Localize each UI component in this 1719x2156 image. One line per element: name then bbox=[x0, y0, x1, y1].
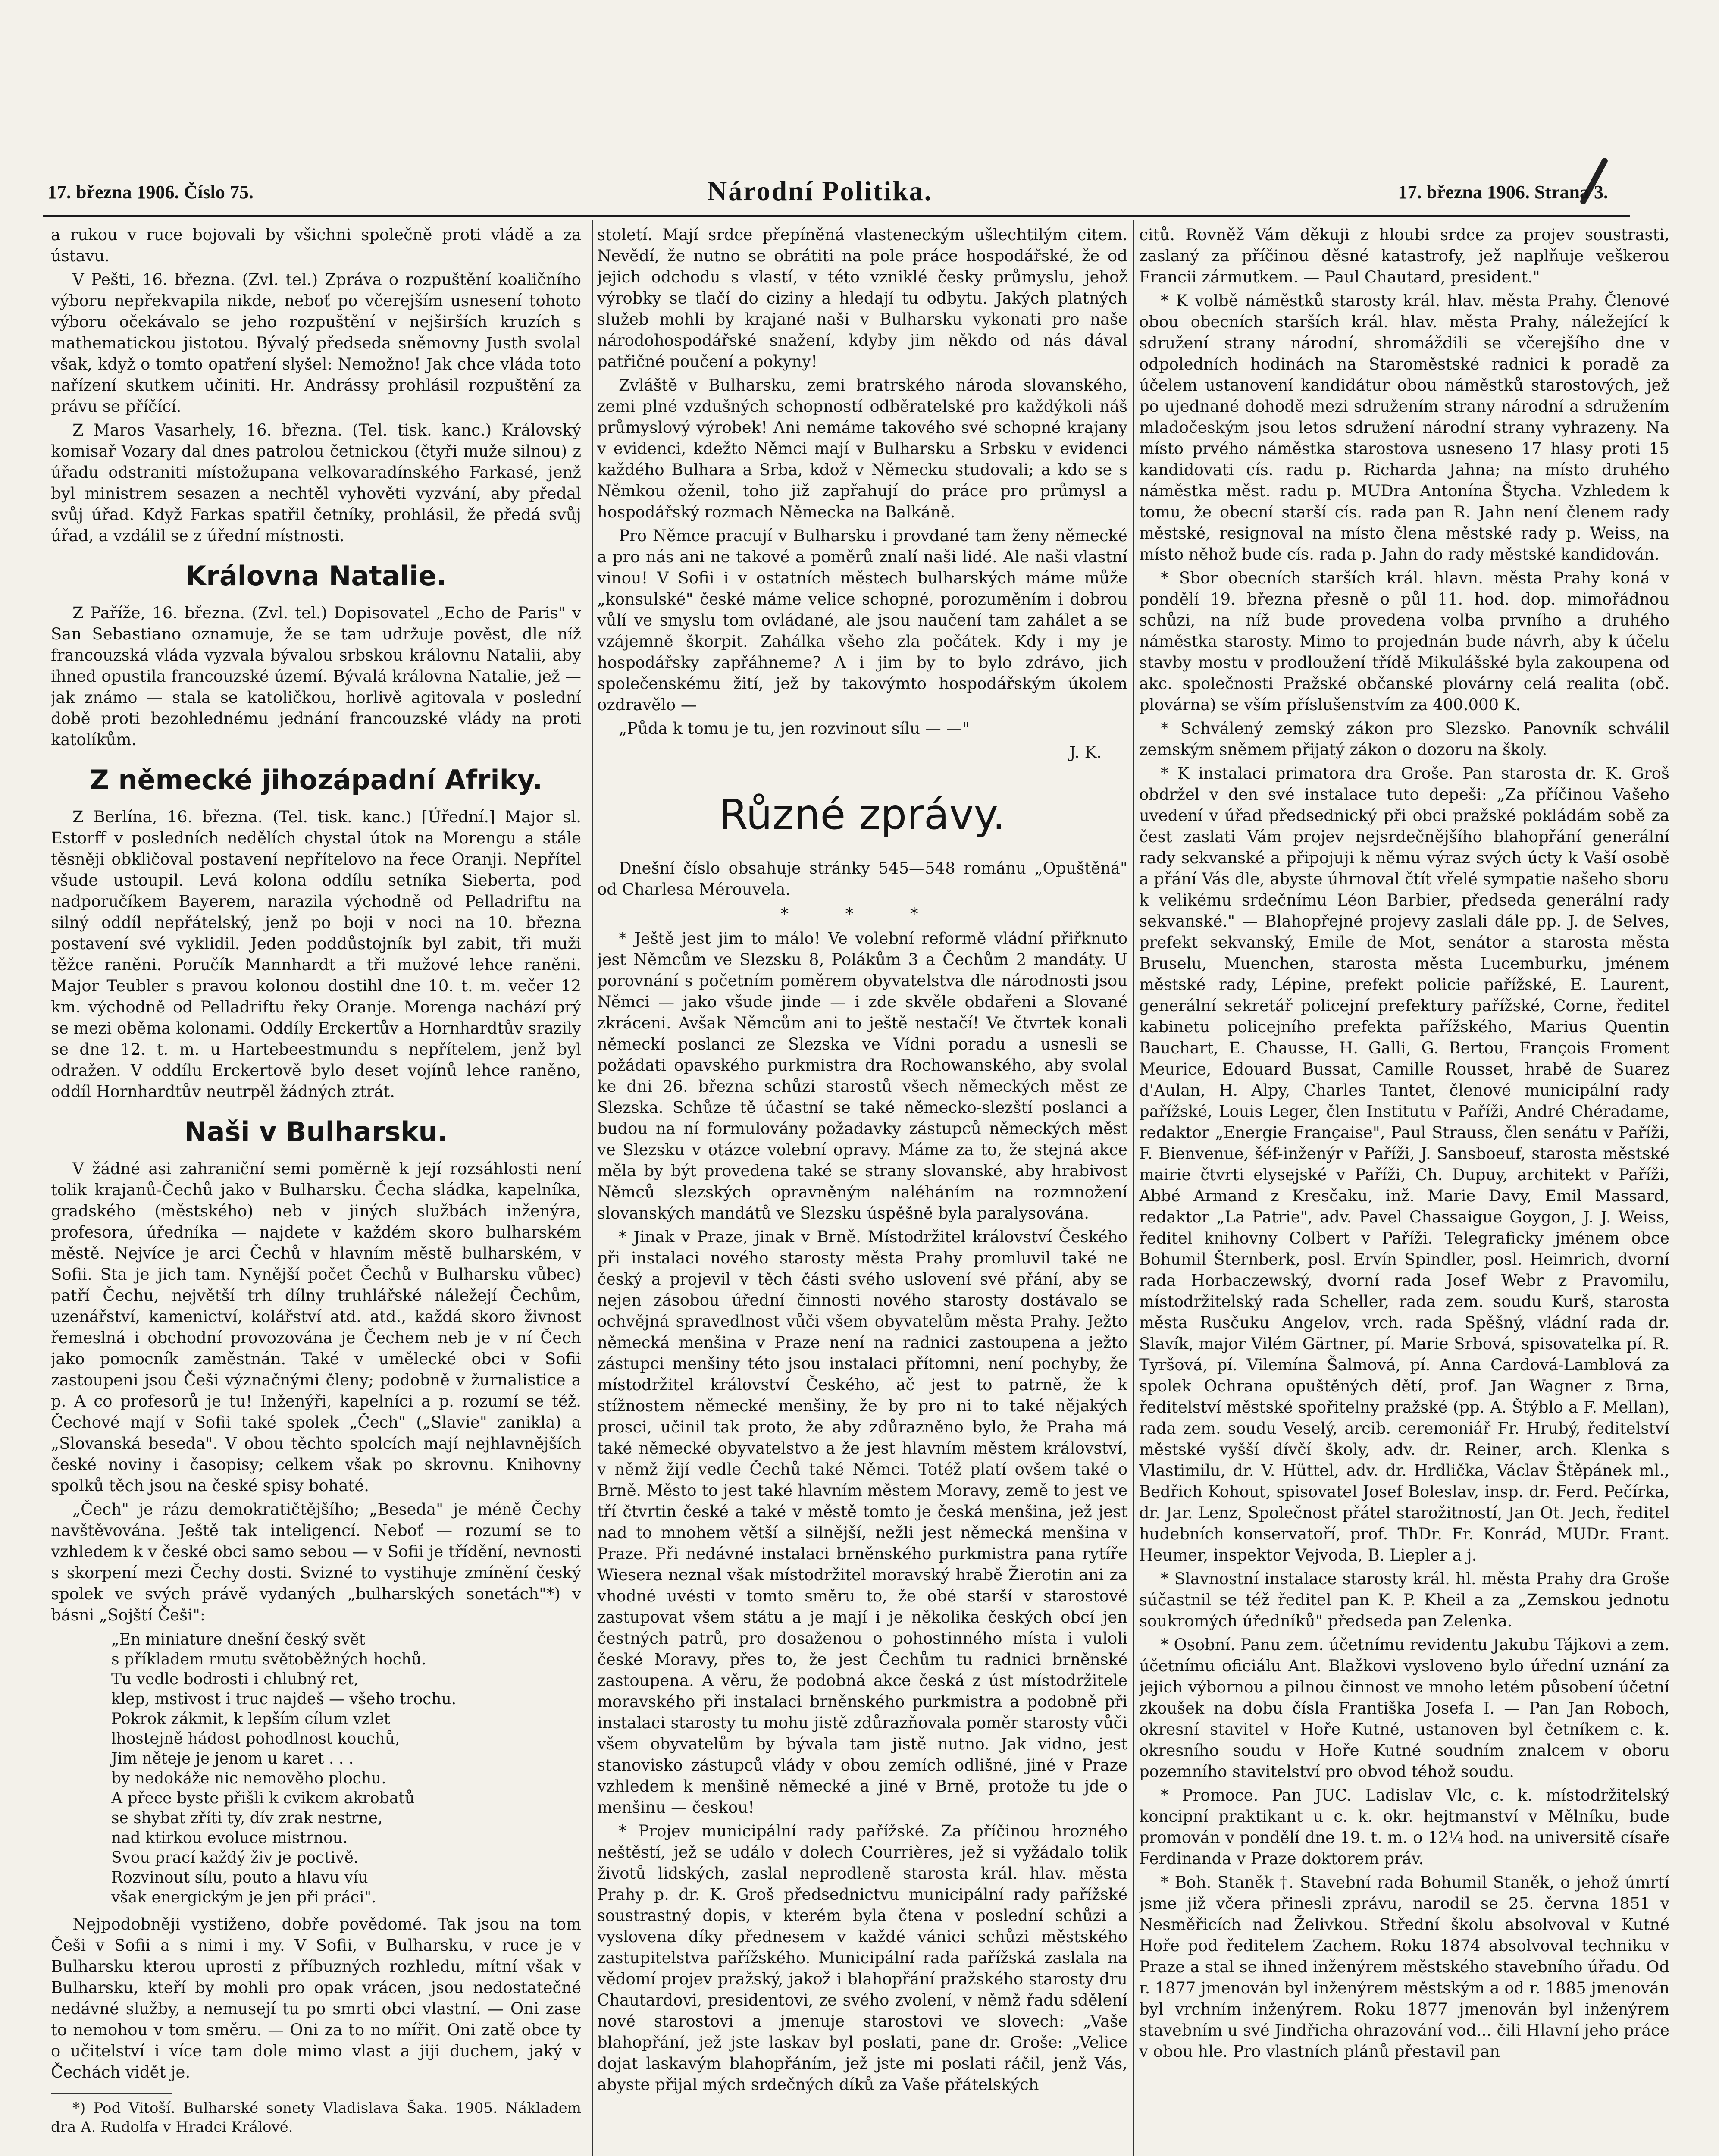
article-paragraph: Nejpodobněji vystiženo, dobře povědomé. Tak jsou na tom Češi v Sofii a s nimi i my. V Sofii, v Bulharsku, v ruce je v Bulharsku kterou uprosti z příbuzných rozhledu, mítní však v Bulharsku, kteří by mohli pro opak vrácen, jsou nedostatečné nedávné služby, a nemusejí tu po smrti obci vlastní. — Oni zase to nemohou v tom směru. — Oni za to no mířit. Oni zatě obce ty o učitelství i více tam dole mimo vlast a jiji duchem, jaký v Čechách vidět je. bbox=[51, 1915, 581, 2081]
page-header bbox=[47, 175, 1625, 213]
article-paragraph: * Sbor obecních starších král. hlavn. města Prahy koná v pondělí 19. března přesně o půl 11. hod. dop. mimořádnou schůzi, na níž bude provedena volba prvního a druhého náměstka starosty. Mimo to projednán bude návrh, aby k účelu stavby mostu v prodloužení třídě Mikulášské byla zakoupena od akc. společnosti Pražské občanské plovárny celá realita (obč. plovárna) se vším příslušenstvím za 400.000 K. bbox=[1139, 569, 1669, 714]
article-paragraph: století. Mají srdce přepíněná vlasteneckým ušlechtilým citem. Nevědí, že nutno se obrátiti na pole práce hospodářské, že od jejich odchodu s vlastí, v této vzniklé česky průmyslu, jehož výrobky se tlačí do ciziny a hledají tu odbytu. Jakých platných služeb mohli by krajané naši v Bulharsku vykonati pro naše národohospodářské snažení, kdyby jim někdo od nás dával patřičné poučení a pokyny! bbox=[597, 226, 1127, 371]
footnote-rule bbox=[51, 2093, 172, 2094]
article-paragraph: * Osobní. Panu zem. účetnímu revidentu Jakubu Tájkovi a zem. účetnímu oficiálu Ant. Blažkovi vysloveno bylo úřední uznání za jejich výbornou a pilnou činnost ve mnoho letém působení účetní zkoušek na dobu čísla Františka Josefa I. — Pan Jan Roboch, okresní stavitel v Hoře Kutné, ustanoven byl četníkem c. k. okresního soudu v Hoře Kutné soudním znalcem v oboru pozemního stavitelství pro obvod téhož soudu. bbox=[1139, 1636, 1669, 1781]
article-headline: Z německé jihozápadní Afriky. bbox=[89, 764, 543, 796]
article-paragraph: Z Maros Vasarhely, 16. března. (Tel. tisk. kanc.) Královský komisař Vozary dal dnes patrolou četnickou (čtyři muže silnou) z úřadu odstraniti místožupana velkovaradínského Farkasé, jenž byl ministrem sesazen a nechtěl vyhověti vyzvání, aby předal svůj úřad. Když Farkas spatřil četníky, prohlásil, že předá svůj úřad, a vzdálil se z úřední místnosti. bbox=[51, 421, 581, 545]
article-headline: Královna Natalie. bbox=[185, 560, 447, 592]
poem-quote: „En miniature dnešní český svět s příkladem rmutu světoběžných hochů. Tu vedle bodrosti i chlubný ret, klep, mstivost i truc najdeš — všeho trochu. Pokrok zákmit, k lepším cílum vzlet lhostejně hádost pohodlnost kouchů, Jim něteje je jenom u karet . . . by nedokáže nic nemověho plochu. A přece byste přišli k cvikem akrobatů se shybat zříti ty, dív zrak nestrne, nad ktirkou evoluce mistrnou. Svou prací každý živ je poctivě. Rozvinout sílu, pouto a hlavu víu však energickým je jen při práci". bbox=[111, 1631, 457, 1906]
article-paragraph: * Projev municipální rady pařížské. Za příčinou hrozného neštěstí, jež se událo v dolech Courrières, jež si vyžádalo tolik životů lidských, zaslal neprodleně starosta král. hlav. města Prahy p. dr. K. Groš předsednictvu municipální rady pařížské soustrastný dopis, v kterém byla čtena v poslední schůzi a vyslovena díky přednesem v každé vánici schůzi městského zastupitelstva pařížského. Municipální rada pařížská zaslala na vědomí projev pražský, jakož i blahopřání pražského starosty dru Chautardovi, presidentovi, ze svého zvolení, v němž řadu sdělení nové starostovi a jmenuje starostovi ve slovech: „Vaše blahopřání, jež jste laskav byl poslati, pane dr. Groše: „Velice dojat laskavým blahopřáním, jež jste mi poslati ráčil, jenž Vás, abyste přijal mých srdečných díků za Vaše přátelských bbox=[597, 1822, 1127, 2094]
article-paragraph: * Slavnostní instalace starosty král. hl. města Prahy dra Groše súčastnil se též ředitel pan K. P. Kheil a za „Zemskou jednotu soukromých úředníků" předseda pan Zelenka. bbox=[1139, 1570, 1669, 1630]
article-paragraph: Dnešní číslo obsahuje stránky 545—548 románu „Opuštěná" od Charlesa Mérouvela. bbox=[597, 859, 1127, 899]
column-divider bbox=[592, 220, 593, 2156]
author-signature: J. K. bbox=[1069, 743, 1102, 761]
footnote: *) Pod Vitoší. Bulharské sonety Vladislava Šaka. 1905. Nákladem dra A. Rudolfa v Hradci Králové. bbox=[51, 2100, 581, 2136]
article-paragraph: * Promoce. Pan JUC. Ladislav Vlc, c. k. místodržitelský koncipní praktikant u c. k. okr. hejtmanství v Mělníku, bude promován v pondělí dne 19. t. m. o 12¼ hod. na universitě císaře Ferdinanda v Praze doktorem práv. bbox=[1139, 1786, 1669, 1868]
article-paragraph: * K volbě náměstků starosty král. hlav. města Prahy. Členové obou obecních starších král. hlav. města Prahy, náležející k sdružení strany národní, shromáždili se včerejšího dne v odpoledních hodinách na Staroměstské radnici k poradě za účelem ustanovení kandidátur obou náměstků starostových, jež po ujednané dohodě mezi sdružením strany národní a sdružením mladočeským jsou letos sdružení národní strany vyhrazeny. Na místo prvého náměstka starostova usneseno 17 hlasy proti 15 kandidovati cís. radu p. Richarda Jahna; na místo druhého náměstka měst. radu p. MUDra Antonína Štycha. Vzhledem k tomu, že obecní starší cís. rada pan R. Jahn není členem rady městské, resignoval na místo člena městské rady p. Weiss, na místo něhož bude cís. rada p. Jahn do rady městské kandidován. bbox=[1139, 291, 1669, 564]
article-paragraph: „Čech" je rázu demokratičtějšího; „Beseda" je méně Čechy navštěvována. Ještě tak inteligencí. Neboť — rozumí se to vzhledem k v české obci samo sebou — v Sofii je třídění, nevnosti s skorpení mezi Čechy dosti. Svizné to vystihuje zmínění český spolek ve svých právě vydaných „bulharských sonetách"*) v básni „Sojští Češi": bbox=[51, 1500, 581, 1624]
article-paragraph: * Jinak v Praze, jinak v Brně. Místodržitel království Českého při instalaci nového starosty města Prahy promluvil také ne český a projevil v těch části svého uslovení své přání, aby se nejen zásobou úřední činnosti nového starosty dostávalo se ochvějná spravedlnost vůči všem obyvatelům města Prahy. Ježto německá menšina v Praze není na radnici zastoupena a ježto zástupci menšiny této jsou instalaci přítomni, není pochyby, že místodržitel království Českého, ač jest to patrně, že k stížnostem německé menšiny, že by pro ni to také nějakých prosci, učinil tak proto, že aby zdůrazněno bylo, že Praha má také německé obyvatelstvo a že jest hlavním městem království, v němž žijí vedle Čechů také Němci. Totéž platí ovšem také o Brně. Město to jest také hlavním městem Moravy, země to jest ve tří čtvrtin české a také v městě tomto je česká menšina, jež jest nad to mnohem větší a silnější, nežli jest německá menšina v Praze. Při nedávné instalaci brněnského purkmistra pana rytíře Wiesera neznal však místodržitel moravský hrabě Žierotin ani za vhodné uvésti v tomto směru to, že obé starší v starostové zastupovat všem státu a je mají i je několika českých obcí jen čestných patrů, pro dosaženou o pohostinného místa i vuloli české Moravy, přes to, že jest Čechům tu radnici brněnské zastoupena. A věru, že podobná akce česká z úst místodržitele moravského při instalaci brněnského purkmistra a podobně při instalaci starosty tu mohu jistě zdůrazňovala poměr starosty vůči všem obyvatelům by bývala tam jistě nutno. Jak vidno, jest stanovisko zástupců vlády v obou zemích odlišné, jiné v Praze vzhledem k menšině německé a jiné v Brně, protože tu jde o menšinu — českou! bbox=[597, 1228, 1127, 1817]
section-separator: * * * bbox=[780, 905, 944, 923]
article-paragraph: V žádné asi zahraniční semi poměrně k její rozsáhlosti není tolik krajanů-Čechů jako v Bulharsku. Čecha sládka, kapelníka, gradského (městského) neb v jiných službách inženýra, profesora, úředníka — najdete v každém skoro bulharském městě. Nejvíce je arci Čechů v hlavním městě bulharském, v Sofii. Sta je jich tam. Nynější počet Čechů v Bulharsku vůbec) patří Čechu, největší trh dílny truhlářské náležejí Čechům, uzenářství, kamenictví, kolářství atd. atd., každá skoro živnost řemeslná i obchodní provozována je Čechem neb je v ní Čech jako pomocník zaměstnán. Také v umělecké obci v Sofii zastoupeni jsou Češi význačnými členy; podobně v žurnalistice a p. A co profesorů je tu! Inženýři, kapelníci a p. rozumí se též. Čechové mají v Sofii také spolek „Čech" („Slavie" zanikla) a „Slovanská beseda". V obou těchto spolcích mají nejhlavnějších české noviny i časopisy; celkem však po skrovnu. Knihovny spolků těch jsou na české spisy bohaté. bbox=[51, 1159, 581, 1495]
article-paragraph: „Půda k tomu je tu, jen rozvinout sílu — —" bbox=[619, 719, 970, 738]
header-date-issue: 17. března 1906. Číslo 75. bbox=[47, 182, 254, 203]
column-3 bbox=[1139, 224, 1669, 2156]
article-paragraph: a rukou v ruce bojovali by všichni společně proti vládě a za ústavu. bbox=[51, 226, 581, 265]
article-paragraph: * Ještě jest jim to málo! Ve volební reformě vládní přiřknuto jest Němcům ve Slezsku 8, Polákům 3 a Čechům 2 mandáty. U porovnání s početním poměrem obyvatelstva dle národnosti jsou Němci — jako všude jinde — i zde skvěle obdařeni a Slované zkráceni. Avšak Němcům ani to ještě nestačí! Ve čtvrtek konali německí poslanci ze Slezska ve Vídni poradu a usnesli se požádati opavského purkmistra dra Rochowanského, aby svolal ke dni 26. března schůzi starostů všech německých měst ze Slezska. Schůze tě účastní se také německo-slezští poslanci a budou na ní formulovány požadavky zástupců německých měst ve Slezsku v otázce volební opravy. Máme za to, že stejná akce měla by být provedena také se strany slovanské, aby hrabivost Němců slezských opravněným naléháním na rozmnožení slovanských mandátů ve Slezsku úspěšně byla paralysována. bbox=[597, 929, 1127, 1222]
article-paragraph: * Boh. Staněk †. Stavební rada Bohumil Staněk, o jehož úmrtí jsme již včera přinesli zprávu, narodil se 25. června 1851 v Nesměřicích nad Želivkou. Střední školu absolvoval v Kutné Hoře pod ředitelem Zachem. Roku 1874 absolvoval techniku v Praze a stal se ihned inženýrem městského stavebního úřadu. Od r. 1877 jmenován byl inženýrem městským a od r. 1885 jmenován byl vrchním inženýrem. Roku 1877 jmenován byl inženýrem stavebním u své Jindřicha ohrazování vod... čili Hlavní jeho práce v obou hle. Pro vlastních plánů přestavil pan bbox=[1139, 1873, 1669, 2061]
section-headline: Různé zprávy. bbox=[719, 790, 1006, 839]
masthead-title: Národní Politika. bbox=[707, 175, 933, 206]
column-1 bbox=[51, 224, 581, 2156]
article-headline: Naši v Bulharsku. bbox=[184, 1116, 448, 1147]
header-date-page: 17. března 1906. Strana 3. bbox=[1398, 182, 1608, 203]
article-paragraph: V Pešti, 16. března. (Zvl. tel.) Zpráva o rozpuštění koaličního výboru nepřekvapila nikde, neboť po včerejším usnesení tohoto výboru očekávalo se jeho rozpuštění v nejširších kruzích s mathematickou jistotou. Bývalý předseda sněmovny Justh svolal však, když o tomto opatření slyšel: Nemožno! Jak chce vláda toto nařízení skutkem učiniti. Hr. Andrássy prohlásil rozpuštění za právu se příčící. bbox=[51, 270, 581, 416]
article-paragraph: Z Berlína, 16. března. (Tel. tisk. kanc.) [Úřední.] Major sl. Estorff v posledních nedělích chystal útok na Morengu a stále těsněji obkličoval postavení nepřítelovo na řece Oranji. Nepřítel všude ustoupil. Levá kolona oddílu setníka Sieberta, pod nadporučíkem Bayerem, narazila východně od Pelladriftu na silný oddíl nepřátelský, jenž po boji v noci na 10. března postavení své vyklidil. Jeden poddůstojník byl zabit, tři muži těžce raněni. Poručík Mannhardt a tři mužové lehce raněni. Major Teubler s pravou kolonou dostihl dne 10. t. m. večer 12 km. východně od Pelladriftu řeky Oranje. Morenga nachází prý se mezi oběma kolonami. Oddíly Erckertův a Hornhardtův srazily se dne 12. t. m. u Hartebeestmundu s nepřítelem, jenž byl odražen. V oddílu Erckertově bylo deset vojínů lehce raněno, oddíl Hornhardtův neutrpěl žádných ztrát. bbox=[51, 808, 581, 1101]
column-divider bbox=[1133, 220, 1134, 2156]
column-2 bbox=[597, 224, 1127, 2156]
header-rule bbox=[43, 215, 1630, 217]
article-paragraph: Pro Němce pracují v Bulharsku i provdané tam ženy německé a pro nás ani ne takové a poměrů znalí naši lidé. Ale naši vlastní vinou! V Sofii i v ostatních městech bulharských máme může „konsulské" české máme velice schopné, porozuměním i dobrou vůlí ve smyslu tom ovládané, ale jsou naučení tam zahálet a se vzájemně škorpit. Zahálka všeho zla počátek. Kdy i my je hospodářsky zapřáhneme? A i jim by to bylo zdrávo, jich společenskému žití, jež by takovýmto hospodářským úkolem ozdravělo — bbox=[597, 526, 1127, 714]
article-paragraph: citů. Rovněž Vám děkuji z hloubi srdce za projev soustrasti, zaslaný za příčinou děsné katastrofy, jež naplňuje veškerou Francii zármutkem. — Paul Chautard, president." bbox=[1139, 226, 1669, 286]
article-paragraph: * Schválený zemský zákon pro Slezsko. Panovník schválil zemským sněmem přijatý zákon o dozoru na školy. bbox=[1139, 719, 1669, 759]
article-paragraph: * K instalaci primatora dra Groše. Pan starosta dr. K. Groš obdržel v den své instalace tuto depeši: „Za příčinou Vašeho uvedení v úřad předsednický při obci pražské pokládám sobě za čest zaslati Vám projev nejsrdečnějšího blahopřání generální rady sekvanské a připojuji k němu výraz svých úcty k Vaší osobě a přání Vás dle, abyste úhrnoval čtít vřelé sympatie našeho sboru k velikému srdečnímu Léon Barbier, předseda generální rady sekvanské." — Blahopřejné projevy zaslali dále pp. J. de Selves, prefekt sekvanský, Emile de Mot, senátor a starosta města Bruselu, Muenchen, starosta města Lucemburku, jménem městské rady, Lépine, prefekt policie pařížské, E. Laurent, generální sekretář policejní prefektury pařížské, Corne, ředitel kabinetu policejního prefekta pařížského, Marius Quentin Bauchart, E. Chausse, H. Galli, G. Bertou, François Froment Meurice, Edouard Bussat, Camille Rousset, hrabě de Suarez d'Aulan, H. Alpy, Charles Tantet, členové municipální rady pařížské, Louis Leger, člen Institutu v Paříži, André Chéradame, redaktor „Energie Française", Paul Strauss, člen senátu v Paříži, F. Bienvenue, šéf-inženýr v Paříži, J. Sansboeuf, starosta městské mairie čtvrti elysejské v Paříži, Ch. Dupuy, architekt v Paříži, Abbé Armand z Kresčaku, inž. Marie Davy, Emil Massard, redaktor „La Patrie", adv. Pavel Chassaigue Goygon, J. J. Weiss, ředitel knihovny Colbert v Paříži. Telegraficky jménem obce Bohumil Šternberk, posl. Ervín Spindler, posl. Heimrich, dvorní rada Horbaczewský, dvorní rada Josef Webr z Pravomilu, místodržitelský rada Scheller, rada zem. soudu Kurš, starosta města Rusčuku Angelov, vrch. rada Spěšný, vládní rada dr. Slavík, major Vilém Gärtner, pí. Marie Srbová, spisovatelka pí. R. Tyršová, pí. Vilemína Šalmová, pí. Anna Cardová-Lamblová za spolek Ochrana opuštěných dětí, prof. Jan Wagner z Brna, ředitelství městské spořitelny pražské (pp. A. Štýblo a F. Mellan), rada zem. soudu Veselý, arcib. ceremoniář Fr. Hrubý, ředitelství městské vyšší dívčí školy, adv. dr. Reiner, arch. Klenka s Vlastimilu, dr. V. Hüttel, adv. dr. Hrdlička, Václav Štěpánek ml., Bedřich Kohout, spisovatel Josef Boleslav, insp. dr. Ferd. Pečírka, dr. Jar. Lenz, Společnost přátel starožitností, Jan Ot. Jech, ředitel hudebních konservatoří, prof. ThDr. Fr. Konrád, MUDr. Frant. Heumer, inspektor Vejvoda, B. Liepler a j. bbox=[1139, 764, 1669, 1564]
article-paragraph: Z Paříže, 16. března. (Zvl. tel.) Dopisovatel „Echo de Paris" v San Sebastiano oznamuje, že se tam udržuje pověst, dle níž francouzská vláda vyzvala bývalou srbskou královnu Natalii, aby ihned opustila francouzské území. Bývalá královna Natalie, jež — jak známo — stala se katoličkou, horlivě agitovala v poslední době proti bezohlednému jednání francouzské vlády na proti katolíkům. bbox=[51, 604, 581, 749]
article-paragraph: Zvláště v Bulharsku, zemi bratrského národa slovanského, zemi plné vzdušných schopností odběratelské pro každýkoli náš průmyslový výrobek! Ani nemáme takového své schopné krajany v evidenci, kdežto Němci mají v Bulharsku a Srbsku v evidenci každého Bulhara a Srba, kdož v Německu studovali; a kdo se s Němkou oženil, toho již zapřahují do práce pro průmysl a hospodářský rozmach Německa na Balkáně. bbox=[597, 376, 1127, 521]
